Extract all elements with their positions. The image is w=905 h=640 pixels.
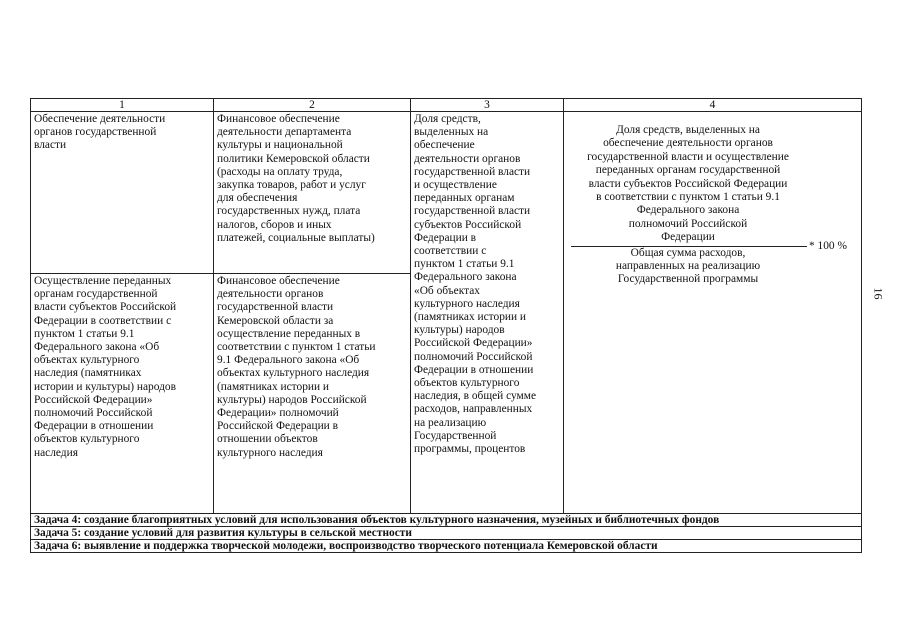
page-number: 16 xyxy=(871,287,886,300)
program-indicators-table xyxy=(30,98,862,553)
formula-factor: * 100 % xyxy=(809,239,847,252)
indicator-formula xyxy=(564,124,861,287)
column-header-2: 2 xyxy=(214,99,411,112)
fraction-line xyxy=(571,239,847,252)
formula-denominator: Общая сумма расходов, направленных на реализацию Государственной программы xyxy=(615,246,761,286)
task-6-label: Задача 6: выявление и поддержка творческой молодежи, воспроизводство творческого потенциала Кемеровской области xyxy=(31,540,862,553)
task-5-label: Задача 5: создание условий для развития культуры в сельской местности xyxy=(31,527,862,540)
column-header-4: 4 xyxy=(564,99,862,112)
column-header-3: 3 xyxy=(411,99,564,112)
activity-description-cell: Финансовое обеспечение деятельности департамента культуры и национальной политики Кемеровской области (расходы на оплату труда, закупка товаров, работ и услуг для обеспечения государственных нужд, плата налогов, сборов и иных платежей, социальные выплаты) xyxy=(214,112,411,274)
indicator-name-cell: Доля средств, выделенных на обеспечение деятельности органов государственной власти и осуществление переданных органам государственной власти субъектов Российской Федерации в соответствии с пунктом 1 статьи 9.1 Федерального закона «Об объектах культурного наследия (памятниках истории и культуры) народов Российской Федерации» полномочий Российской Федерации в отношении объектов культурного наследия, в общей сумме расходов, направленных на реализацию Государственной программы, процентов xyxy=(411,112,564,514)
formula-cell xyxy=(564,112,862,514)
column-header-1: 1 xyxy=(31,99,214,112)
task-row xyxy=(31,540,862,553)
table-row xyxy=(31,112,862,274)
activity-name-cell: Осуществление переданных органам государственной власти субъектов Российской Федерации в соответствии с пунктом 1 статьи 9.1 Федерального закона «Об объектах культурного наследия (памятниках истории и культуры) народов Российской Федерации» полномочий Российской Федерации в отношении объектов культурного наследия xyxy=(31,274,214,514)
task-row xyxy=(31,527,862,540)
task-row xyxy=(31,514,862,527)
task-4-label: Задача 4: создание благоприятных условий для использования объектов культурного назначения, музейных и библиотечных фондов xyxy=(31,514,862,527)
activity-description-cell: Финансовое обеспечение деятельности органов государственной власти Кемеровской области за осуществление переданных в соответствии с пунктом 1 статьи 9.1 Федерального закона «Об объектах культурного наследия (памятниках истории и культуры) народов Российской Федерации» полномочий Российской Федерации в отношении объектов культурного наследия xyxy=(214,274,411,514)
activity-name-cell: Обеспечение деятельности органов государственной власти xyxy=(31,112,214,274)
formula-numerator: Доля средств, выделенных на обеспечение деятельности органов государственной власти и осуществление переданных органам государственной власти субъектов Российской Федерации в соответствии с пунктом 1 статьи 9.1 Федерального закона полномочий Российской Федерации xyxy=(587,124,789,244)
header-row xyxy=(31,99,862,112)
